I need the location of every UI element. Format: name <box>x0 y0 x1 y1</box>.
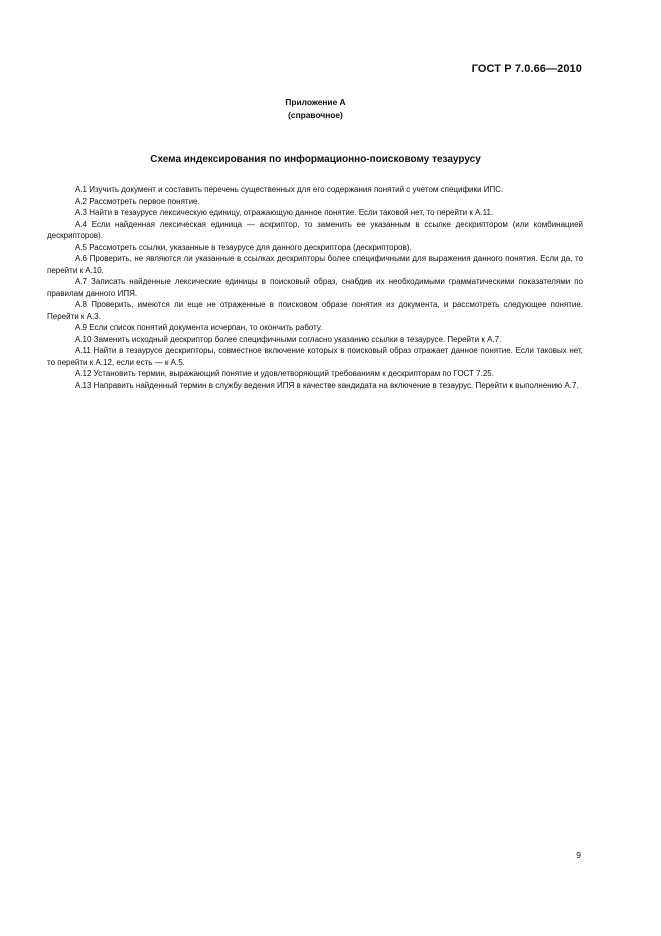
paragraph-a2: А.2 Рассмотреть первое понятие. <box>75 196 200 206</box>
paragraph-a11: А.11 Найти в тезаурусе дескрипторы, совместное включение которых в поисковый образ отражает данное понятие. Если таковых нет, то перейти к А.12, если есть — к А.5. <box>47 346 583 367</box>
paragraph-a4: А.4 Если найденная лексическая единица — аскриптор, то заменить ее указанным в ссылке дескриптором (или комбинацией дескрипторов). <box>47 219 583 240</box>
paragraph-a8: А.8 Проверить, имеются ли еще не отраженные в поисковом образе понятия из документа, и рассмотреть следующее понятие. Перейти к А.3. <box>47 300 583 321</box>
appendix-label: Приложение А <box>285 97 346 107</box>
paragraph-a13: А.13 Направить найденный термин в службу ведения ИПЯ в качестве кандидата на включение в тезаурус. Перейти к выполнению А.7. <box>75 380 579 390</box>
document-body <box>47 184 583 391</box>
paragraph-a12: А.12 Установить термин, выражающий понятие и удовлетворяющий требованиям к дескрипторам по ГОСТ 7.25. <box>75 369 494 378</box>
paragraph-a1: А.1 Изучить документ и составить перечень существенных для его содержания понятий с учетом специфики ИПС. <box>75 185 504 194</box>
paragraph-a3: А.3 Найти в тезаурусе лексическую единицу, отражающую данное понятие. Если таковой нет, то перейти к А.11. <box>75 208 494 217</box>
paragraph-a6: А.6 Проверить, не являются ли указанные в ссылках дескрипторы более специфичными для выражения данного понятия. Если да, то перейти к А.10. <box>47 254 583 275</box>
appendix-heading <box>0 96 661 121</box>
document-code: ГОСТ Р 7.0.66—2010 <box>471 63 582 75</box>
paragraph-a7: А.7 Записать найденные лексические единицы в поисковый образ, снабдив их необходимыми грамматическими показателями по правилам данного ИПЯ. <box>47 277 583 298</box>
page-title-text: Схема индексирования по информационно-поисковому тезаурусу <box>150 154 481 165</box>
paragraph-a9: А.9 Если список понятий документа исчерпан, то окончить работу. <box>75 323 323 332</box>
appendix-status: (справочное) <box>288 109 343 120</box>
paragraph-a10: А.10 Заменить исходный дескриптор более специфичными согласно указанию ссылки в тезаурусе. Перейти к А.7. <box>75 334 502 344</box>
paragraph-a5: А.5 Рассмотреть ссылки, указанные в тезаурусе для данного дескриптора (дескрипторов). <box>75 242 412 252</box>
page-title <box>0 154 661 165</box>
page-number: 9 <box>576 850 581 860</box>
